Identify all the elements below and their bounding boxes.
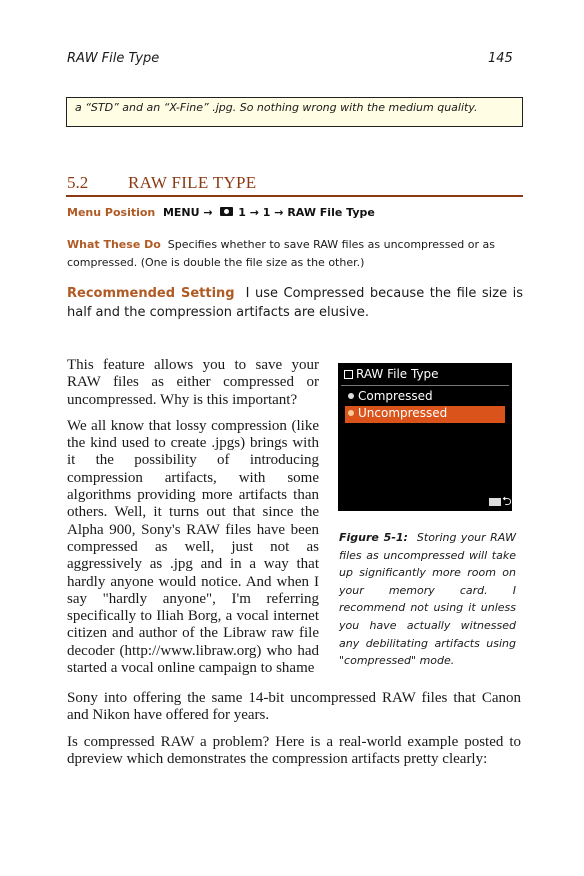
radio-dot-icon (348, 393, 354, 399)
section-rule (66, 195, 523, 197)
menu-position-label: Menu Position (67, 206, 156, 219)
camera-menu-screenshot (338, 363, 512, 511)
menu-icon (489, 498, 501, 506)
figure-caption (339, 529, 516, 670)
what-these-do-label: What These Do (67, 238, 161, 251)
screen-title: RAW File Type (356, 367, 439, 381)
back-arrow-icon: ⮌ (502, 494, 512, 508)
page-number: 145 (488, 51, 513, 66)
recommended-setting-label: Recommended Setting (67, 286, 235, 301)
menu-path-end: 1 → 1 → RAW File Type (238, 206, 375, 219)
body-column (67, 357, 319, 686)
what-these-do (67, 236, 523, 272)
recommended-setting (67, 284, 523, 322)
recommended-setting-text: I use Compressed because the file size is half and the compression artifacts are elusive. (67, 286, 523, 320)
body-paragraph-3: Is compressed RAW a problem? Here is a real-world example posted to dpreview which demonstrates the compression artifacts pretty clearly: (67, 734, 521, 768)
figure-caption-text: Storing your RAW files as uncompressed will take up significantly more room on your memory card. I recommend not using it unless you have actually witnessed any debilitating artifacts using "compressed" mode. (339, 531, 516, 668)
body-paragraph-2: We all know that lossy compression (like the kind used to create .jpgs) brings with it the possibility of introducing compression artifacts, with some algorithms providing more artifacts than others. Well, it turns out that since the Alpha 900, Sony's RAW files have been compressed as well, just not as aggressively as .jpg and in a way that hardly anyone would notice. And when I say "hardly anyone", I'm referring specifically to Iliah Borg, a vocal internet citizen and author of the Libraw raw file decoder (http://www.libraw.org) who had started a vocal online campaign to shame (67, 417, 319, 677)
figure-label: Figure 5-1: (339, 531, 408, 544)
body-paragraph-1: This feature allows you to save your RAW files as either compressed or uncompressed. Why is this important? (67, 357, 319, 408)
what-these-do-text: Specifies whether to save RAW files as uncompressed or as compressed. (One is double the file size as the other.) (67, 238, 495, 269)
section-number: 5.2 (67, 173, 89, 192)
body-paragraph-2-continued: Sony into offering the same 14-bit uncompressed RAW files that Canon and Nikon have offered for years. (67, 690, 521, 724)
menu-position (67, 206, 375, 219)
running-header-title: RAW File Type (67, 51, 160, 66)
raw-file-icon (344, 370, 353, 379)
menu-path-start: MENU → (162, 206, 213, 219)
radio-dot-selected-icon (348, 410, 354, 416)
note-box: a “STD” and an “X-Fine” .jpg. So nothing wrong with the medium quality. (66, 97, 523, 127)
option-uncompressed-selected: Uncompressed (345, 406, 505, 423)
screen-title-bar (341, 366, 509, 386)
camera-icon (220, 207, 233, 216)
option-compressed: Compressed (345, 389, 505, 405)
section-title: RAW FILE TYPE (128, 173, 257, 192)
